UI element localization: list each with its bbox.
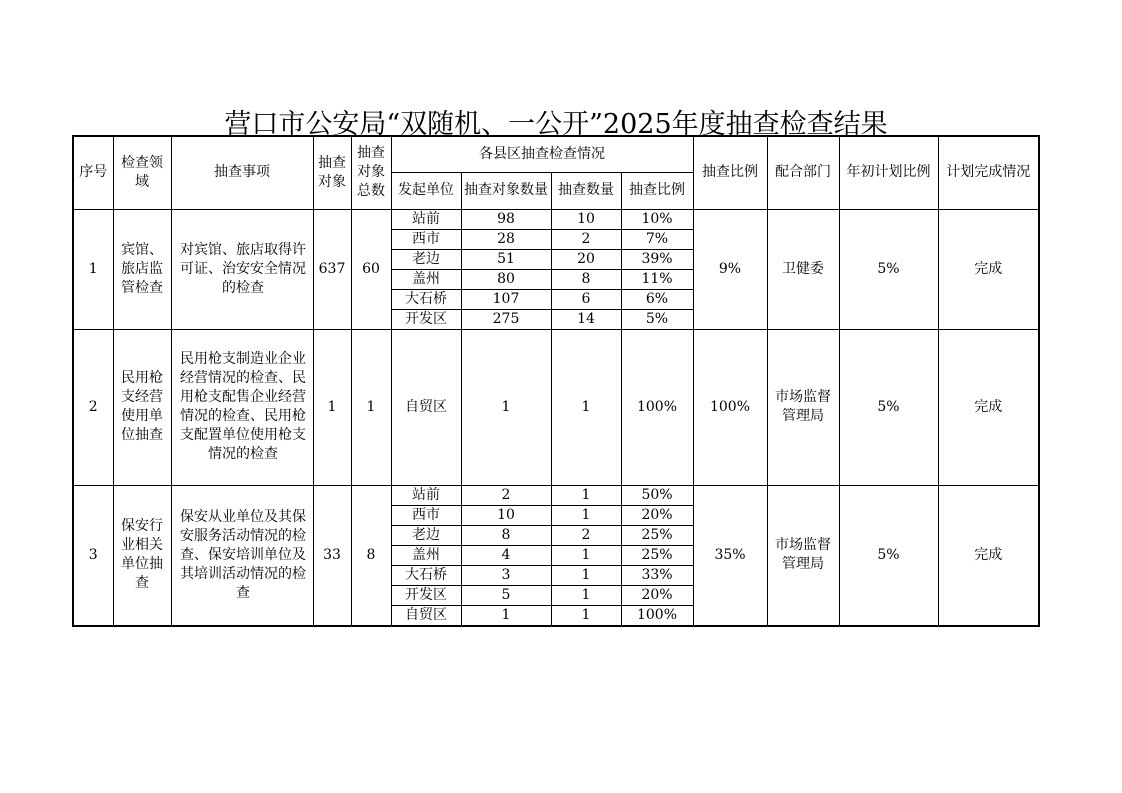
- objcount-cell: 5: [461, 585, 551, 605]
- ratio-cell: 20%: [621, 585, 693, 605]
- field-cell: 宾馆、旅店监管检查: [113, 209, 171, 329]
- status-cell: 完成: [938, 329, 1039, 485]
- count-cell: 20: [551, 249, 621, 269]
- objcount-cell: 1: [461, 329, 551, 485]
- ratio-cell: 5%: [621, 309, 693, 329]
- obj-cell: 33: [313, 485, 351, 626]
- count-cell: 1: [551, 505, 621, 525]
- overall-ratio-cell: 9%: [693, 209, 767, 329]
- header-row-1: [73, 136, 1039, 172]
- header-field: 检查领域: [113, 136, 171, 209]
- header-dept: 配合部门: [767, 136, 839, 209]
- ratio-cell: 10%: [621, 209, 693, 229]
- unit-cell: 盖州: [391, 545, 461, 565]
- seq-cell: 2: [73, 329, 113, 485]
- count-cell: 1: [551, 565, 621, 585]
- unit-cell: 西市: [391, 505, 461, 525]
- objcount-cell: 4: [461, 545, 551, 565]
- unit-cell: 老边: [391, 249, 461, 269]
- ratio-cell: 6%: [621, 289, 693, 309]
- dept-cell: 市场监督管理局: [767, 329, 839, 485]
- header-status: 计划完成情况: [938, 136, 1039, 209]
- unit-cell: 老边: [391, 525, 461, 545]
- obj-cell: 637: [313, 209, 351, 329]
- ratio-cell: 50%: [621, 485, 693, 505]
- ratio-cell: 25%: [621, 525, 693, 545]
- table-row: [73, 485, 1039, 505]
- plan-cell: 5%: [839, 485, 938, 626]
- dept-cell: 市场监督管理局: [767, 485, 839, 626]
- count-cell: 1: [551, 585, 621, 605]
- count-cell: 6: [551, 289, 621, 309]
- count-cell: 14: [551, 309, 621, 329]
- count-cell: 2: [551, 229, 621, 249]
- objcount-cell: 275: [461, 309, 551, 329]
- objcount-cell: 1: [461, 605, 551, 626]
- unit-cell: 大石桥: [391, 565, 461, 585]
- count-cell: 1: [551, 329, 621, 485]
- count-cell: 1: [551, 605, 621, 626]
- unit-cell: 西市: [391, 229, 461, 249]
- table-row: [73, 209, 1039, 229]
- header-overall-ratio: 抽查比例: [693, 136, 767, 209]
- ratio-cell: 100%: [621, 329, 693, 485]
- ratio-cell: 7%: [621, 229, 693, 249]
- seq-cell: 1: [73, 209, 113, 329]
- field-cell: 保安行业相关单位抽查: [113, 485, 171, 626]
- item-cell: 保安从业单位及其保安服务活动情况的检查、保安培训单位及其培训活动情况的检查: [171, 485, 313, 626]
- header-plan: 年初计划比例: [839, 136, 938, 209]
- unit-cell: 站前: [391, 485, 461, 505]
- objcount-cell: 8: [461, 525, 551, 545]
- item-cell: 对宾馆、旅店取得许可证、治安安全情况的检查: [171, 209, 313, 329]
- results-table: [72, 135, 1040, 627]
- table-row: [73, 329, 1039, 485]
- header-county: 各县区抽查检查情况: [391, 136, 693, 172]
- objcount-cell: 107: [461, 289, 551, 309]
- status-cell: 完成: [938, 209, 1039, 329]
- ratio-cell: 33%: [621, 565, 693, 585]
- objcount-cell: 3: [461, 565, 551, 585]
- unit-cell: 开发区: [391, 309, 461, 329]
- unit-cell: 大石桥: [391, 289, 461, 309]
- ratio-cell: 11%: [621, 269, 693, 289]
- objcount-cell: 80: [461, 269, 551, 289]
- header-item: 抽查事项: [171, 136, 313, 209]
- dept-cell: 卫健委: [767, 209, 839, 329]
- objcount-cell: 98: [461, 209, 551, 229]
- plan-cell: 5%: [839, 209, 938, 329]
- objcount-cell: 10: [461, 505, 551, 525]
- header-unit: 发起单位: [391, 172, 461, 209]
- count-cell: 8: [551, 269, 621, 289]
- unit-cell: 站前: [391, 209, 461, 229]
- unit-cell: 盖州: [391, 269, 461, 289]
- unit-cell: 自贸区: [391, 329, 461, 485]
- item-cell: 民用枪支制造业企业经营情况的检查、民用枪支配售企业经营情况的检查、民用枪支配置单位使用枪支情况的检查: [171, 329, 313, 485]
- objcount-cell: 51: [461, 249, 551, 269]
- objcount-cell: 28: [461, 229, 551, 249]
- plan-cell: 5%: [839, 329, 938, 485]
- count-cell: 1: [551, 485, 621, 505]
- ratio-cell: 20%: [621, 505, 693, 525]
- document-title: 营口市公安局“双随机、一公开”2025年度抽查检查结果: [224, 109, 888, 140]
- total-cell: 60: [351, 209, 391, 329]
- total-cell: 1: [351, 329, 391, 485]
- header-count: 抽查数量: [551, 172, 621, 209]
- ratio-cell: 100%: [621, 605, 693, 626]
- ratio-cell: 25%: [621, 545, 693, 565]
- objcount-cell: 2: [461, 485, 551, 505]
- obj-cell: 1: [313, 329, 351, 485]
- count-cell: 10: [551, 209, 621, 229]
- header-objcount: 抽查对象数量: [461, 172, 551, 209]
- header-total: 抽查对象总数: [351, 136, 391, 209]
- header-ratio: 抽查比例: [621, 172, 693, 209]
- total-cell: 8: [351, 485, 391, 626]
- count-cell: 1: [551, 545, 621, 565]
- overall-ratio-cell: 100%: [693, 329, 767, 485]
- count-cell: 2: [551, 525, 621, 545]
- unit-cell: 开发区: [391, 585, 461, 605]
- unit-cell: 自贸区: [391, 605, 461, 626]
- status-cell: 完成: [938, 485, 1039, 626]
- seq-cell: 3: [73, 485, 113, 626]
- field-cell: 民用枪支经营使用单位抽查: [113, 329, 171, 485]
- header-obj: 抽查对象: [313, 136, 351, 209]
- ratio-cell: 39%: [621, 249, 693, 269]
- header-seq: 序号: [73, 136, 113, 209]
- overall-ratio-cell: 35%: [693, 485, 767, 626]
